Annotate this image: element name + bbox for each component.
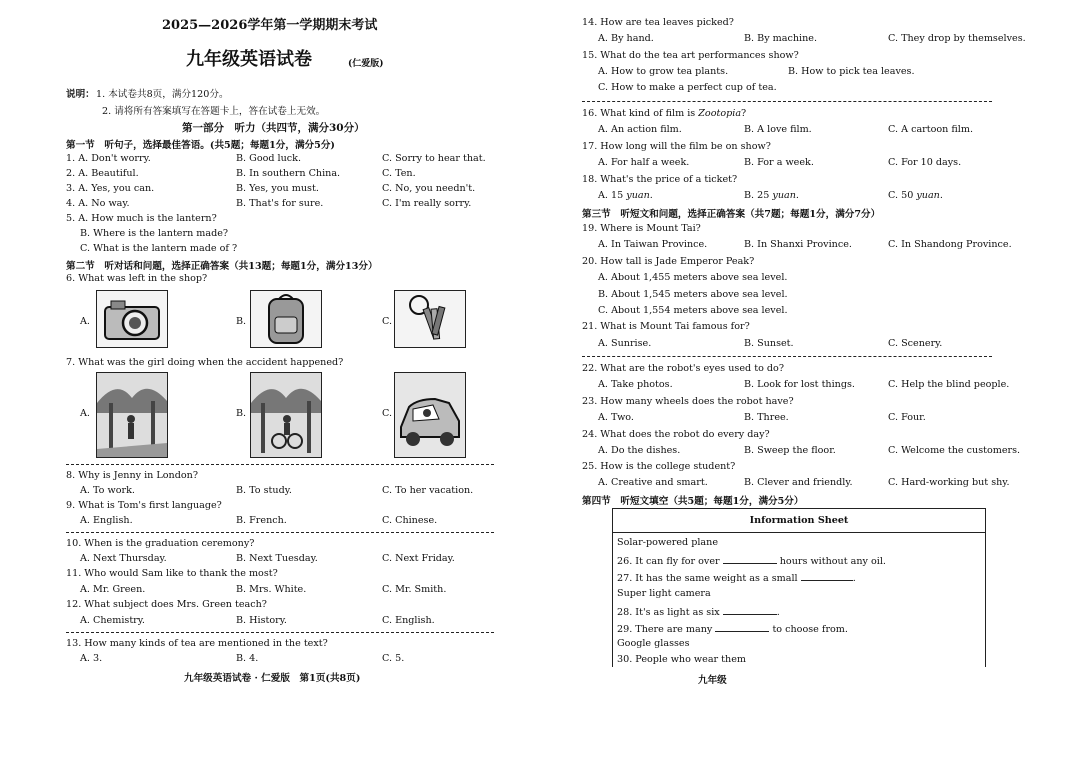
q8-option-c: C. To her vacation.: [382, 485, 474, 496]
q6-label-c: C.: [382, 316, 393, 327]
q1-option-c: C. Sorry to hear that.: [382, 153, 486, 164]
q2-option-a: 2. A. Beautiful.: [66, 168, 139, 179]
q25-option-c: C. Hard-working but shy.: [888, 477, 1010, 488]
q1-option-b: B. Good luck.: [236, 153, 302, 164]
q19-option-b: B. In Shanxi Province.: [744, 239, 852, 250]
q21-option-c: C. Scenery.: [888, 338, 943, 349]
q21-option-b: B. Sunset.: [744, 338, 794, 349]
q15-question: 15. What do the tea art performances show?: [582, 50, 799, 61]
q9-question: 9. What is Tom's first language?: [66, 500, 222, 511]
note-line-2: 2. 请将所有答案填写在答题卡上，答在试卷上无效。: [102, 106, 326, 117]
paper-title: 九年级英语试卷: [186, 49, 312, 70]
q24-question: 24. What does the robot do every day?: [582, 429, 770, 440]
sheet-heading-plane: Solar-powered plane: [617, 537, 719, 548]
divider: [66, 464, 494, 465]
q5-option-c: C. What is the lantern made of ?: [80, 243, 238, 254]
sheet-heading-glasses: Google glasses: [617, 638, 690, 649]
q18-question: 18. What's the price of a ticket?: [582, 174, 738, 185]
q9-option-a: A. English.: [80, 515, 133, 526]
q3-option-b: B. Yes, you must.: [236, 183, 319, 194]
q14-option-a: A. By hand.: [598, 33, 654, 44]
q21-option-a: A. Sunrise.: [598, 338, 652, 349]
q7-label-b: B.: [236, 408, 247, 419]
q16-option-b: B. A love film.: [744, 124, 812, 135]
blank-29[interactable]: [715, 622, 769, 632]
divider: [582, 356, 992, 357]
sheet-line-28: 28. It's as light as six .: [617, 607, 780, 618]
blank-26[interactable]: [723, 554, 777, 564]
sheet-line-26: 26. It can fly for over hours without any oil.: [617, 556, 886, 567]
q22-option-c: C. Help the blind people.: [888, 379, 1010, 390]
q7-label-a: A.: [80, 408, 90, 419]
q7-question: 7. What was the girl doing when the accident happened?: [66, 357, 344, 368]
q14-option-c: C. They drop by themselves.: [888, 33, 1026, 44]
q10-question: 10. When is the graduation ceremony?: [66, 538, 255, 549]
q23-option-c: C. Four.: [888, 412, 926, 423]
q16-question: 16. What kind of film is Zootopia?: [582, 108, 747, 119]
q25-option-b: B. Clever and friendly.: [744, 477, 853, 488]
q13-option-a: A. 3.: [80, 653, 103, 664]
part-title: 第一部分 听力（共四节，满分30分）: [182, 122, 365, 134]
q21-question: 21. What is Mount Tai famous for?: [582, 321, 750, 332]
sheet-line-30: 30. People who wear them: [617, 654, 746, 665]
q2-option-c: C. Ten.: [382, 168, 416, 179]
q16-option-c: C. A cartoon film.: [888, 124, 974, 135]
q15-option-b: B. How to pick tea leaves.: [788, 66, 915, 77]
sheet-heading-camera: Super light camera: [617, 588, 711, 599]
driving-car-picture: [394, 372, 466, 458]
q8-option-a: A. To work.: [80, 485, 135, 496]
q5-option-a: 5. A. How much is the lantern?: [66, 213, 217, 224]
q5-option-b: B. Where is the lantern made?: [80, 228, 229, 239]
camera-picture: [96, 290, 168, 348]
q23-option-a: A. Two.: [598, 412, 634, 423]
q15-option-c: C. How to make a perfect cup of tea.: [598, 82, 777, 93]
sheet-title: Information Sheet: [613, 509, 985, 533]
blank-28[interactable]: [723, 605, 777, 615]
q24-option-a: A. Do the dishes.: [598, 445, 681, 456]
q18-option-b: B. 25 yuan.: [744, 190, 799, 201]
q25-option-a: A. Creative and smart.: [598, 477, 708, 488]
q22-option-a: A. Take photos.: [598, 379, 673, 390]
q13-option-b: B. 4.: [236, 653, 259, 664]
section-1-title: 第一节 听句子，选择最佳答语。(共5题；每题1分，满分5分): [66, 140, 335, 151]
section-2-title: 第二节 听对话和问题，选择正确答案（共13题；每题1分，满分13分）: [66, 261, 378, 272]
exam-title: 2025—2026学年第一学期期末考试: [162, 18, 378, 33]
q12-option-a: A. Chemistry.: [80, 615, 145, 626]
q23-question: 23. How many wheels does the robot have?: [582, 396, 794, 407]
note-line-1: 1. 本试卷共8页，满分120分。: [96, 89, 229, 100]
q24-option-c: C. Welcome the customers.: [888, 445, 1021, 456]
q20-option-a: A. About 1,455 meters above sea level.: [598, 272, 788, 283]
page-footer: 九年级英语试卷 · 仁爱版 第1页(共8页): [184, 673, 361, 684]
q22-question: 22. What are the robot's eyes used to do?: [582, 363, 784, 374]
cycling-in-park-picture: [250, 372, 322, 458]
q10-option-c: C. Next Friday.: [382, 553, 455, 564]
sheet-line-27: 27. It has the same weight as a small .: [617, 573, 856, 584]
q11-option-a: A. Mr. Green.: [80, 584, 146, 595]
q13-question: 13. How many kinds of tea are mentioned in the text?: [66, 638, 328, 649]
q11-option-b: B. Mrs. White.: [236, 584, 307, 595]
divider: [66, 532, 494, 533]
q24-option-b: B. Sweep the floor.: [744, 445, 836, 456]
keys-picture: [394, 290, 466, 348]
q19-question: 19. Where is Mount Tai?: [582, 223, 701, 234]
q8-question: 8. Why is Jenny in London?: [66, 470, 198, 481]
q9-option-c: C. Chinese.: [382, 515, 438, 526]
q19-option-c: C. In Shandong Province.: [888, 239, 1012, 250]
q6-label-b: B.: [236, 316, 247, 327]
q14-question: 14. How are tea leaves picked?: [582, 17, 734, 28]
divider: [582, 101, 992, 102]
q14-option-b: B. By machine.: [744, 33, 818, 44]
walking-in-park-picture: [96, 372, 168, 458]
q20-option-b: B. About 1,545 meters above sea level.: [598, 289, 788, 300]
blank-27[interactable]: [801, 571, 853, 581]
q23-option-b: B. Three.: [744, 412, 789, 423]
q25-question: 25. How is the college student?: [582, 461, 736, 472]
q3-option-c: C. No, you needn't.: [382, 183, 476, 194]
q4-option-b: B. That's for sure.: [236, 198, 324, 209]
section-3-title: 第三节 听短文和问题，选择正确答案（共7题；每题1分，满分7分）: [582, 209, 881, 220]
q10-option-b: B. Next Tuesday.: [236, 553, 318, 564]
q20-question: 20. How tall is Jade Emperor Peak?: [582, 256, 755, 267]
q15-option-a: A. How to grow tea plants.: [598, 66, 729, 77]
note-label: 说明：: [66, 89, 95, 100]
divider: [66, 632, 494, 633]
q6-question: 6. What was left in the shop?: [66, 273, 208, 284]
q4-option-c: C. I'm really sorry.: [382, 198, 472, 209]
information-sheet: [612, 508, 986, 667]
q17-option-b: B. For a week.: [744, 157, 814, 168]
section-4-title: 第四节 听短文填空（共5题；每题1分，满分5分）: [582, 496, 804, 507]
q17-option-c: C. For 10 days.: [888, 157, 962, 168]
q19-option-a: A. In Taiwan Province.: [598, 239, 708, 250]
page-footer-right: 九年级: [698, 675, 727, 686]
film-title: Zootopia: [698, 108, 742, 119]
q16-option-a: A. An action film.: [598, 124, 682, 135]
q17-option-a: A. For half a week.: [598, 157, 690, 168]
q13-option-c: C. 5.: [382, 653, 405, 664]
q20-option-c: C. About 1,554 meters above sea level.: [598, 305, 788, 316]
q1-option-a: 1. A. Don't worry.: [66, 153, 151, 164]
q3-option-a: 3. A. Yes, you can.: [66, 183, 155, 194]
edition-label: (仁爱版): [348, 59, 384, 69]
q12-question: 12. What subject does Mrs. Green teach?: [66, 599, 267, 610]
q8-option-b: B. To study.: [236, 485, 292, 496]
q17-question: 17. How long will the film be on show?: [582, 141, 771, 152]
q10-option-a: A. Next Thursday.: [80, 553, 167, 564]
q11-option-c: C. Mr. Smith.: [382, 584, 447, 595]
q2-option-b: B. In southern China.: [236, 168, 341, 179]
q12-option-b: B. History.: [236, 615, 287, 626]
q22-option-b: B. Look for lost things.: [744, 379, 855, 390]
q4-option-a: 4. A. No way.: [66, 198, 130, 209]
q12-option-c: C. English.: [382, 615, 435, 626]
q7-label-c: C.: [382, 408, 393, 419]
q18-option-c: C. 50 yuan.: [888, 190, 943, 201]
q18-option-a: A. 15 yuan.: [598, 190, 653, 201]
backpack-picture: [250, 290, 322, 348]
q6-label-a: A.: [80, 316, 90, 327]
q11-question: 11. Who would Sam like to thank the most?: [66, 568, 278, 579]
q9-option-b: B. French.: [236, 515, 287, 526]
sheet-line-29: 29. There are many to choose from.: [617, 624, 848, 635]
